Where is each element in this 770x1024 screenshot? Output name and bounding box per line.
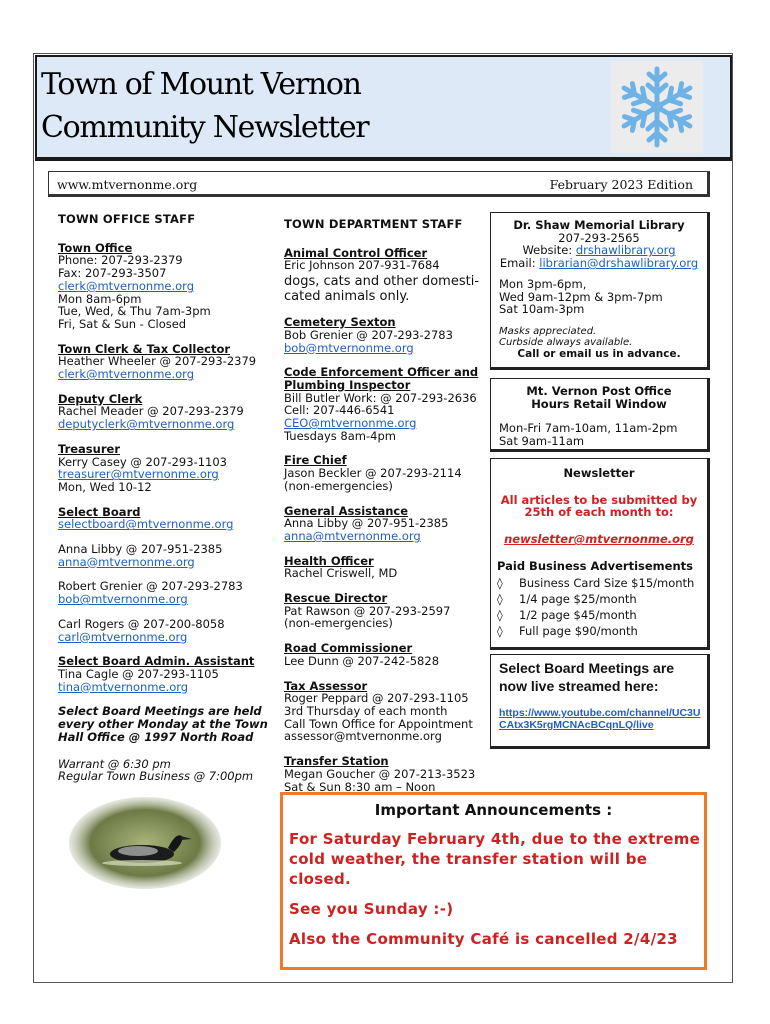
office-entry: [58, 506, 273, 531]
department-entry-text: Roger Peppard @ 207-293-1105 3rd Thursday of each month Call Town Office for Appointment assessor@mtvernonme.org: [284, 691, 473, 744]
office-entry: [58, 242, 273, 331]
livestream-title: Select Board Meetings are now live streamed here:: [499, 660, 675, 694]
office-entry-text: Anna Libby @ 207-951-2385: [58, 542, 223, 557]
library-note-call: Call or email us in advance.: [517, 347, 681, 360]
department-entry-text: Bill Butler Work: @ 207-293-2636 Cell: 207-446-6541: [284, 390, 477, 418]
office-entry-email-link[interactable]: tina@mtvernonme.org: [58, 679, 189, 694]
ads-title: Paid Business Advertisements: [497, 558, 693, 573]
office-entry-text: Rachel Meader @ 207-293-2379: [58, 404, 244, 419]
post-office-hours: Mon-Fri 7am-10am, 11am-2pm Sat 9am-11am: [499, 421, 678, 449]
livestream-box: [490, 654, 710, 749]
department-entry-title: Cemetery Sexton: [284, 315, 396, 330]
department-entry: [284, 755, 494, 793]
library-email-label: Email:: [499, 256, 540, 271]
department-entry: [284, 505, 494, 543]
office-entry-text: Phone: 207-293-2379 Fax: 207-293-3507: [58, 253, 183, 281]
title-line-2: Community Newsletter: [41, 110, 369, 145]
ad-price-item: [497, 623, 707, 639]
department-entry-text: Anna Libby @ 207-951-2385: [284, 516, 449, 531]
office-entry-title: Deputy Clerk: [58, 391, 143, 406]
announcement-item: See you Sunday :-): [289, 900, 454, 918]
title-line-1: Town of Mount Vernon: [41, 67, 361, 102]
office-entry-email-link[interactable]: selectboard@mtvernonme.org: [58, 517, 234, 532]
office-entry: [58, 343, 273, 381]
office-entry-email-link[interactable]: bob@mtvernonme.org: [58, 592, 188, 607]
office-entry-email-link[interactable]: clerk@mtvernonme.org: [58, 367, 195, 382]
department-entry: [284, 555, 494, 580]
meetings-note: Select Board Meetings are held every other Monday at the Town Hall Office @ 1997 North Road: [58, 704, 268, 744]
snowflake-icon: [611, 61, 703, 153]
library-website-label: Website:: [522, 243, 576, 258]
department-entry-note: dogs, cats and other domesti- cated animals only.: [284, 274, 480, 305]
department-entry-text: Eric Johnson 207-931-7684: [284, 258, 440, 273]
ad-price-text: 1/2 page $45/month: [519, 607, 637, 622]
department-entry-text: Jason Beckler @ 207-293-2114 (non-emergencies): [284, 466, 462, 493]
department-entry-title: Code Enforcement Officer and Plumbing Inspector: [284, 365, 479, 392]
department-entry: [284, 680, 494, 744]
department-entry-email-link[interactable]: bob@mtvernonme.org: [284, 340, 414, 355]
office-entry: [58, 655, 273, 693]
office-entry: [58, 443, 273, 494]
department-entry-text: Lee Dunn @ 207-242-5828: [284, 653, 440, 668]
department-entry-title: Rescue Director: [284, 591, 388, 606]
office-entry-title: Select Board: [58, 504, 141, 519]
newsletter-title: Newsletter: [563, 466, 635, 480]
department-entry: [284, 316, 494, 354]
office-entry-email-link[interactable]: carl@mtvernonme.org: [58, 629, 188, 644]
library-email-link[interactable]: librarian@drshawlibrary.org: [539, 256, 699, 271]
department-entry: [284, 592, 494, 630]
department-entry-title: Fire Chief: [284, 453, 347, 468]
website-url[interactable]: www.mtvernonme.org: [57, 177, 198, 192]
office-entry-title: Town Office: [58, 240, 133, 255]
department-entry-title: Health Officer: [284, 553, 374, 568]
announcements-box: [280, 792, 707, 970]
department-entry-email-link[interactable]: CEO@mtvernonme.org: [284, 416, 417, 431]
library-hours: Mon 3pm-6pm, Wed 9am-12pm & 3pm-7pm Sat 10am-3pm: [499, 276, 663, 317]
ad-price-text: Full page $90/month: [519, 623, 638, 638]
office-entry: [58, 393, 273, 431]
office-entry-text: Carl Rogers @ 207-200-8058: [58, 616, 225, 631]
town-office-heading: TOWN OFFICE STAFF: [58, 212, 196, 226]
department-entry: [284, 247, 494, 304]
edition-label: February 2023 Edition: [549, 177, 693, 192]
ad-price-item: [497, 607, 707, 623]
department-entry-hours: Tuesdays 8am-4pm: [284, 428, 396, 443]
library-title: Dr. Shaw Memorial Library: [513, 218, 685, 232]
office-entry-text: Kerry Casey @ 207-293-1103: [58, 454, 227, 469]
ad-price-text: Business Card Size $15/month: [519, 575, 695, 590]
office-entry: [58, 580, 273, 605]
loon-photo: [68, 796, 222, 890]
announcements-heading: Important Announcements :: [374, 801, 613, 819]
office-entry-hours: Mon, Wed 10-12: [58, 479, 152, 494]
library-note-curbside: Curbside always available.: [499, 336, 633, 348]
diamond-bullet-icon: ◊: [497, 623, 503, 638]
diamond-bullet-icon: ◊: [497, 575, 503, 590]
department-entry-text: Bob Grenier @ 207-293-2783: [284, 327, 453, 342]
newsletter-header: [35, 55, 732, 161]
department-entry: [284, 454, 494, 492]
info-bar: [48, 171, 710, 197]
office-entry-title: Town Clerk & Tax Collector: [58, 341, 231, 356]
office-entry-email-link[interactable]: deputyclerk@mtvernonme.org: [58, 417, 235, 432]
post-office-title: Mt. Vernon Post Office Hours Retail Window: [526, 384, 672, 411]
office-entry-title: Select Board Admin. Assistant: [58, 654, 255, 669]
department-entry-title: Transfer Station: [284, 754, 389, 769]
department-entry-title: Tax Assessor: [284, 678, 368, 693]
town-department-column: [284, 218, 494, 805]
office-entry-text: Heather Wheeler @ 207-293-2379: [58, 354, 257, 369]
newsletter-submit-note: All articles to be submitted by 25th of each month to:: [500, 492, 698, 520]
announcement-item: Also the Community Café is cancelled 2/4/23: [289, 930, 678, 948]
department-entry-text: Megan Goucher @ 207-213-3523 Sat & Sun 8:30 am – Noon: [284, 766, 476, 794]
office-entry-email-link[interactable]: anna@mtvernonme.org: [58, 554, 195, 569]
library-phone: 207-293-2565: [558, 230, 640, 245]
department-entry: [284, 366, 494, 442]
ad-price-item: [497, 591, 707, 607]
department-entry-text: Rachel Criswell, MD: [284, 566, 398, 581]
livestream-link[interactable]: https://www.youtube.com/channel/UC3UCAtx3K5rgMCNAcBCqnLQ/live: [499, 707, 701, 731]
post-office-box: [490, 378, 710, 452]
library-website-link[interactable]: drshawlibrary.org: [575, 243, 676, 258]
warrant-note: Warrant @ 6:30 pm Regular Town Business @ 7:00pm: [58, 756, 254, 784]
office-entry-text: Robert Grenier @ 207-293-2783: [58, 579, 243, 594]
announcement-item: For Saturday February 4th, due to the extreme cold weather, the transfer station will be closed.: [289, 830, 701, 888]
ad-price-item: [497, 575, 707, 591]
office-entry-title: Treasurer: [58, 441, 120, 456]
department-entry-email-link[interactable]: anna@mtvernonme.org: [284, 528, 421, 543]
library-email-line: [491, 257, 707, 270]
office-entry: [58, 618, 273, 643]
office-entry-text: Tina Cagle @ 207-293-1105: [58, 666, 219, 681]
department-entry-title: Animal Control Officer: [284, 245, 428, 260]
department-entry: [284, 642, 494, 667]
office-entry: [58, 543, 273, 568]
office-entry-email-link[interactable]: clerk@mtvernonme.org: [58, 278, 195, 293]
diamond-bullet-icon: ◊: [497, 607, 503, 622]
library-note-masks: Masks appreciated.: [499, 325, 597, 337]
town-office-column: [58, 213, 273, 783]
department-entry-text: Pat Rawson @ 207-293-2597 (non-emergencies): [284, 603, 451, 631]
diamond-bullet-icon: ◊: [497, 591, 503, 606]
newsletter-title: [41, 63, 368, 149]
office-entry-hours: Mon 8am-6pm Tue, Wed, & Thu 7am-3pm Fri, Sat & Sun - Closed: [58, 291, 211, 331]
library-box: [490, 212, 710, 370]
department-entry-title: General Assistance: [284, 503, 409, 518]
department-entry-title: Road Commissioner: [284, 641, 413, 656]
newsletter-box: [490, 458, 710, 650]
newsletter-email-link[interactable]: newsletter@mtvernonme.org: [504, 532, 694, 547]
town-department-heading: TOWN DEPARTMENT STAFF: [284, 217, 463, 231]
office-entry-email-link[interactable]: treasurer@mtvernonme.org: [58, 467, 219, 482]
ad-price-text: 1/4 page $25/month: [519, 591, 637, 606]
